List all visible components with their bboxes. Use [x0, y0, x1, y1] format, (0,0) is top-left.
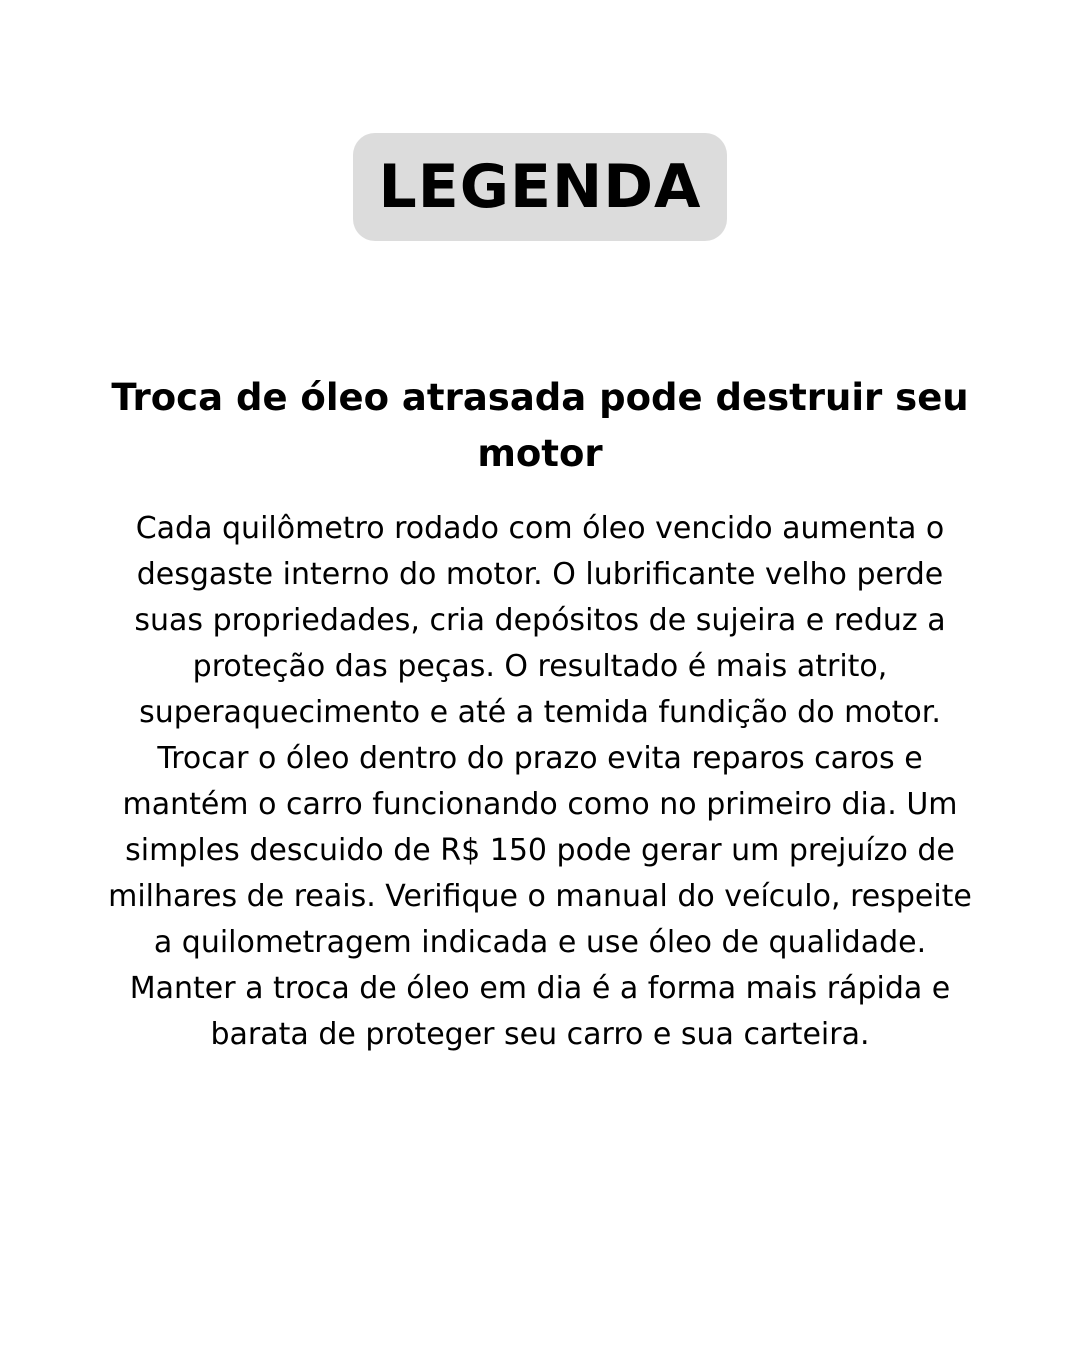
caption-body: Cada quilômetro rodado com óleo vencido aumenta o desgaste interno do motor. O lubrificante velho perde suas propriedades, cria depósitos de sujeira e reduz a proteção das peças. O resultado é mais atrito, superaquecimento e até a temida fundição do motor. Trocar o óleo dentro do prazo evita reparos caros e mantém o carro funcionando como no primeiro dia. Um simples descuido de R$ 150 pode gerar um prejuízo de milhares de reais. Verifique o manual do veículo, respeite a quilometragem indicada e use óleo de qualidade. Manter a troca de óleo em dia é a forma mais rápida e barata de proteger seu carro e sua carteira.	[108, 511, 972, 1052]
legend-badge-label: LEGENDA	[378, 152, 702, 222]
legend-badge	[353, 133, 728, 241]
badge-container	[0, 133, 1080, 241]
page-title: Troca de óleo atrasada pode destruir seu motor	[111, 376, 969, 475]
